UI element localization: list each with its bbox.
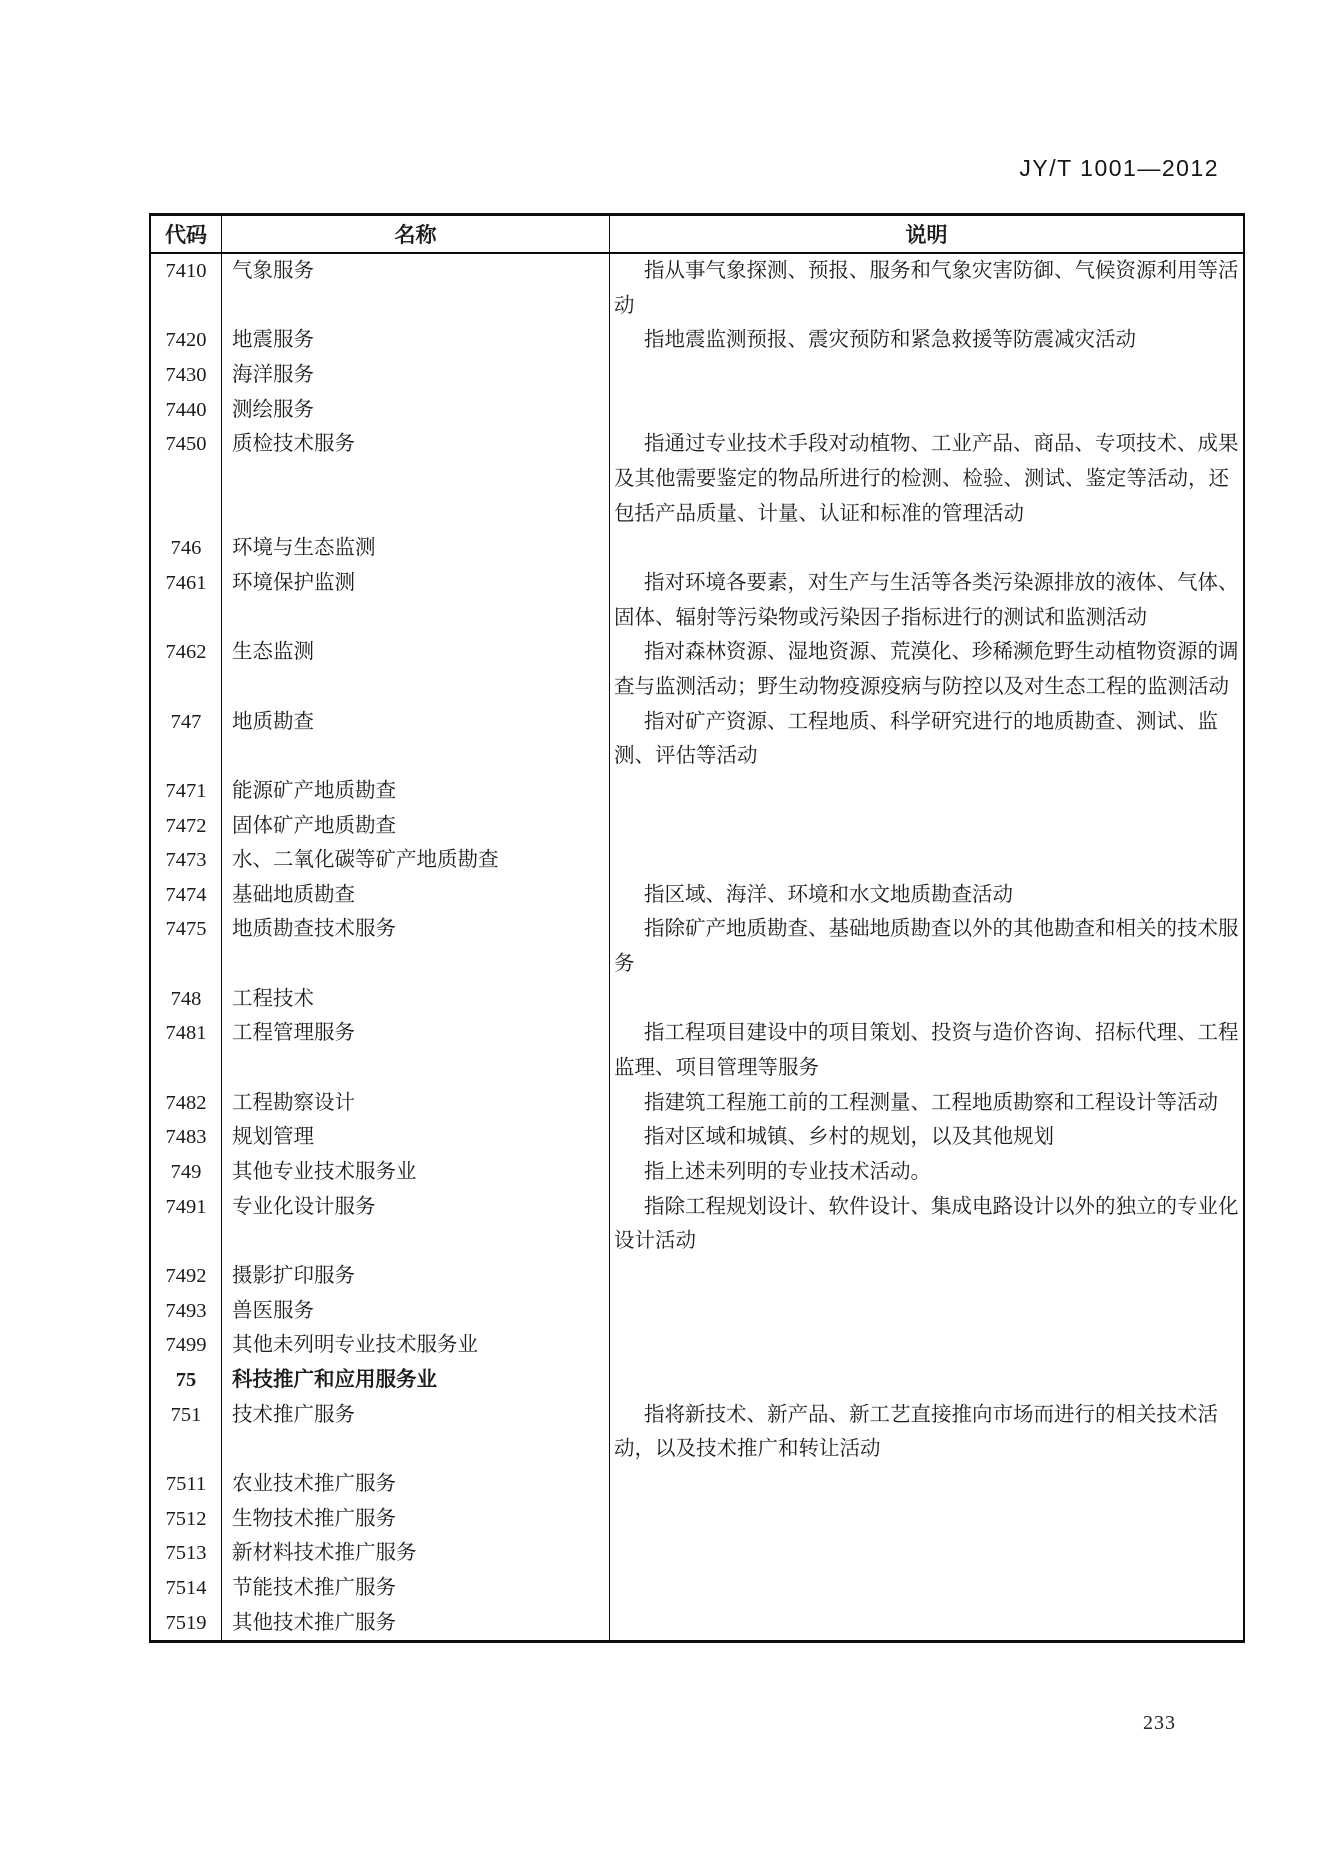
- table-row: [151, 358, 1243, 393]
- row-code: 7513: [151, 1536, 222, 1571]
- row-code: 7491: [151, 1190, 222, 1259]
- row-code: 7483: [151, 1120, 222, 1155]
- table-row: [151, 1606, 1243, 1641]
- row-description: [610, 1294, 1243, 1329]
- row-name: 基础地质勘查: [222, 878, 610, 913]
- row-code: 749: [151, 1155, 222, 1190]
- row-name: 地质勘查技术服务: [222, 912, 610, 981]
- table-row: [151, 635, 1243, 704]
- table-row: [151, 705, 1243, 774]
- row-description: [610, 809, 1243, 844]
- table-row: [151, 1398, 1243, 1467]
- header-description: 说明: [905, 223, 948, 247]
- table-row: [151, 531, 1243, 566]
- row-code: 7471: [151, 774, 222, 809]
- table-row: [151, 1294, 1243, 1329]
- table-row: [151, 1259, 1243, 1294]
- row-description: 指从事气象探测、预报、服务和气象灾害防御、气候资源利用等活动: [614, 260, 1239, 317]
- table-row: [151, 1120, 1243, 1155]
- row-code: 7474: [151, 878, 222, 913]
- table-row: [151, 878, 1243, 913]
- row-code: 7499: [151, 1328, 222, 1363]
- row-code: 751: [151, 1398, 222, 1467]
- row-name: 其他未列明专业技术服务业: [222, 1328, 610, 1363]
- row-code: 7492: [151, 1259, 222, 1294]
- row-name: 生物技术推广服务: [222, 1502, 610, 1537]
- row-description: 指对森林资源、湿地资源、荒漠化、珍稀濒危野生动植物资源的调查与监测活动；野生动物疫源疫病与防控以及对生态工程的监测活动: [614, 641, 1239, 698]
- row-description: 指将新技术、新产品、新工艺直接推向市场而进行的相关技术活动，以及技术推广和转让活动: [614, 1403, 1218, 1461]
- row-name: 地质勘查: [222, 705, 610, 774]
- row-description: [610, 358, 1243, 393]
- row-code: 7430: [151, 358, 222, 393]
- row-code: 7481: [151, 1016, 222, 1085]
- row-name: 专业化设计服务: [222, 1190, 610, 1259]
- table-header-row: [151, 216, 1243, 254]
- table-row: [151, 1502, 1243, 1537]
- row-description: 指对矿产资源、工程地质、科学研究进行的地质勘查、测试、监测、评估等活动: [614, 710, 1218, 768]
- row-code: 7512: [151, 1502, 222, 1537]
- row-code: 746: [151, 531, 222, 566]
- row-description: [610, 982, 1243, 1017]
- row-description: [610, 1363, 1243, 1398]
- table-row: [151, 427, 1243, 531]
- row-name: 海洋服务: [222, 358, 610, 393]
- row-name: 规划管理: [222, 1120, 610, 1155]
- table-body: [151, 254, 1243, 1640]
- row-name: 兽医服务: [222, 1294, 610, 1329]
- header-name: 名称: [222, 216, 610, 252]
- row-code: 7462: [151, 635, 222, 704]
- row-description: 指区域、海洋、环境和水文地质勘查活动: [644, 883, 1013, 906]
- header-code: 代码: [151, 216, 222, 252]
- row-description: 指地震监测预报、震灾预防和紧急救援等防震减灾活动: [644, 329, 1136, 352]
- row-description: 指上述未列明的专业技术活动。: [644, 1161, 931, 1184]
- row-code: 7440: [151, 393, 222, 428]
- row-name: 能源矿产地质勘查: [222, 774, 610, 809]
- row-description: 指对区域和城镇、乡村的规划，以及其他规划: [644, 1126, 1054, 1149]
- row-name: 摄影扩印服务: [222, 1259, 610, 1294]
- row-code: 7519: [151, 1606, 222, 1641]
- row-description: 指工程项目建设中的项目策划、投资与造价咨询、招标代理、工程监理、项目管理等服务: [614, 1022, 1239, 1080]
- table-row: [151, 1363, 1243, 1398]
- table-row: [151, 566, 1243, 635]
- table-row: [151, 1467, 1243, 1502]
- page-number: 233: [1143, 1712, 1176, 1734]
- table-row: [151, 809, 1243, 844]
- row-name: 固体矿产地质勘查: [222, 809, 610, 844]
- row-code: 7472: [151, 809, 222, 844]
- row-name: 工程管理服务: [222, 1016, 610, 1085]
- row-description: [610, 393, 1243, 428]
- row-description: [610, 1536, 1243, 1571]
- row-code: 747: [151, 705, 222, 774]
- row-description: [610, 1571, 1243, 1606]
- table-row: [151, 1571, 1243, 1606]
- row-code: 7473: [151, 843, 222, 878]
- row-description: [610, 774, 1243, 809]
- table-row: [151, 912, 1243, 981]
- row-description: 指通过专业技术手段对动植物、工业产品、商品、专项技术、成果及其他需要鉴定的物品所进行的检测、检验、测试、鉴定等活动，还包括产品质量、计量、认证和标准的管理活动: [614, 433, 1239, 525]
- table-row: [151, 982, 1243, 1017]
- row-name: 技术推广服务: [222, 1398, 610, 1467]
- row-name: 地震服务: [222, 323, 610, 358]
- row-name: 测绘服务: [222, 393, 610, 428]
- row-description: 指对环境各要素，对生产与生活等各类污染源排放的液体、气体、固体、辐射等污染物或污染因子指标进行的测试和监测活动: [614, 571, 1239, 629]
- table-row: [151, 1536, 1243, 1571]
- row-description: 指除工程规划设计、软件设计、集成电路设计以外的独立的专业化设计活动: [614, 1195, 1239, 1253]
- row-name: 新材料技术推广服务: [222, 1536, 610, 1571]
- row-name: 节能技术推广服务: [222, 1571, 610, 1606]
- table-row: [151, 1016, 1243, 1085]
- row-name: 工程技术: [222, 982, 610, 1017]
- row-code: 7450: [151, 427, 222, 531]
- row-description: 指除矿产地质勘查、基础地质勘查以外的其他勘查和相关的技术服务: [614, 918, 1239, 976]
- row-description: [610, 1606, 1243, 1641]
- row-code: 7420: [151, 323, 222, 358]
- table-row: [151, 1155, 1243, 1190]
- row-name: 环境与生态监测: [222, 531, 610, 566]
- row-code: 75: [151, 1363, 222, 1398]
- row-name: 工程勘察设计: [222, 1086, 610, 1121]
- row-description: [610, 1467, 1243, 1502]
- row-code: 7514: [151, 1571, 222, 1606]
- row-name: 气象服务: [222, 254, 610, 323]
- table-row: [151, 843, 1243, 878]
- row-name: 生态监测: [222, 635, 610, 704]
- row-code: 7410: [151, 254, 222, 323]
- table-row: [151, 393, 1243, 428]
- row-code: 7475: [151, 912, 222, 981]
- row-name: 质检技术服务: [222, 427, 610, 531]
- row-code: 7493: [151, 1294, 222, 1329]
- row-description: [610, 1259, 1243, 1294]
- standard-number: JY/T 1001—2012: [1019, 155, 1219, 181]
- row-description: [610, 1328, 1243, 1363]
- row-description: [610, 1502, 1243, 1537]
- row-description: 指建筑工程施工前的工程测量、工程地质勘察和工程设计等活动: [644, 1091, 1218, 1114]
- row-code: 7461: [151, 566, 222, 635]
- table-row: [151, 323, 1243, 358]
- table-row: [151, 1086, 1243, 1121]
- table-row: [151, 1190, 1243, 1259]
- table-row: [151, 774, 1243, 809]
- row-name: 其他技术推广服务: [222, 1606, 610, 1641]
- table-row: [151, 1328, 1243, 1363]
- row-code: 748: [151, 982, 222, 1017]
- row-name: 农业技术推广服务: [222, 1467, 610, 1502]
- row-description: [610, 843, 1243, 878]
- row-code: 7511: [151, 1467, 222, 1502]
- classification-table: [149, 213, 1245, 1643]
- row-code: 7482: [151, 1086, 222, 1121]
- table-row: [151, 254, 1243, 323]
- row-name: 其他专业技术服务业: [222, 1155, 610, 1190]
- row-name: 科技推广和应用服务业: [222, 1363, 610, 1398]
- row-name: 环境保护监测: [222, 566, 610, 635]
- row-description: [610, 531, 1243, 566]
- row-name: 水、二氧化碳等矿产地质勘查: [222, 843, 610, 878]
